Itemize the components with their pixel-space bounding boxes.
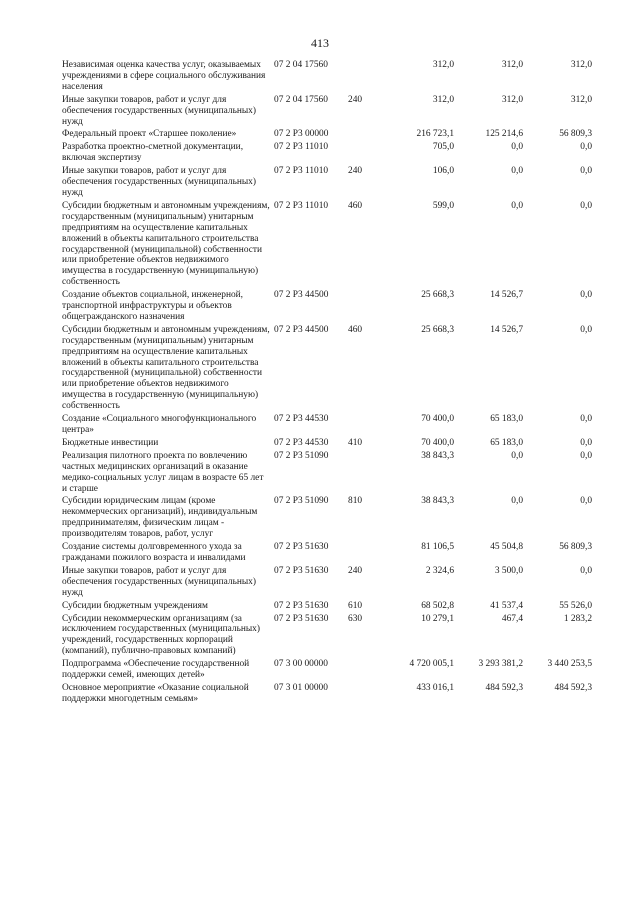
row-value-3: 55 526,0 bbox=[559, 600, 592, 611]
table-row bbox=[62, 290, 592, 323]
row-code: 07 2 Р3 51630 bbox=[274, 565, 329, 576]
row-value-3: 56 809,3 bbox=[559, 542, 592, 553]
row-value-1: 705,0 bbox=[432, 142, 454, 153]
row-value-2: 0,0 bbox=[511, 166, 523, 177]
row-value-3: 0,0 bbox=[580, 166, 592, 177]
row-value-3: 3 440 253,5 bbox=[547, 659, 592, 670]
row-expense-type: 410 bbox=[348, 437, 363, 448]
row-value-2: 0,0 bbox=[511, 200, 523, 211]
budget-table bbox=[62, 60, 592, 707]
page-number: 413 bbox=[311, 36, 329, 50]
row-value-1: 106,0 bbox=[432, 166, 454, 177]
row-expense-type: 460 bbox=[348, 324, 363, 335]
row-value-2: 14 526,7 bbox=[490, 324, 523, 335]
row-value-1: 216 723,1 bbox=[416, 129, 454, 140]
row-value-2: 312,0 bbox=[501, 94, 523, 105]
row-value-1: 38 843,3 bbox=[421, 496, 454, 507]
row-name: Иные закупки товаров, работ и услуг для обеспечения государственных (муниципальных) нужд bbox=[62, 94, 256, 127]
row-value-3: 0,0 bbox=[580, 565, 592, 576]
row-value-1: 25 668,3 bbox=[421, 290, 454, 301]
table-row bbox=[62, 683, 592, 705]
row-expense-type: 240 bbox=[348, 565, 363, 576]
row-code: 07 2 Р3 44500 bbox=[274, 324, 329, 335]
row-value-2: 3 500,0 bbox=[494, 565, 523, 576]
table-row bbox=[62, 542, 592, 564]
row-name: Разработка проектно-сметной документации, включая экспертизу bbox=[62, 142, 244, 164]
row-name: Иные закупки товаров, работ и услуг для обеспечения государственных (муниципальных) нужд bbox=[62, 565, 256, 598]
row-value-3: 56 809,3 bbox=[559, 129, 592, 140]
row-value-2: 14 526,7 bbox=[490, 290, 523, 301]
row-value-2: 45 504,8 bbox=[490, 542, 523, 553]
row-value-3: 0,0 bbox=[580, 324, 592, 335]
table-row bbox=[62, 95, 592, 128]
table-row bbox=[62, 414, 592, 436]
row-name: Создание объектов социальной, инженерной, транспортной инфраструктуры и объектов общегражданского назначения bbox=[62, 290, 244, 322]
row-code: 07 2 Р3 51630 bbox=[274, 542, 329, 553]
table-row bbox=[62, 601, 592, 612]
row-value-1: 81 106,5 bbox=[421, 542, 454, 553]
row-name: Федеральный проект «Старшее поколение» bbox=[62, 129, 237, 140]
table-row bbox=[62, 614, 592, 658]
row-name: Бюджетные инвестиции bbox=[62, 437, 159, 448]
row-code: 07 2 Р3 00000 bbox=[274, 129, 329, 140]
row-expense-type: 240 bbox=[348, 94, 363, 105]
row-value-3: 0,0 bbox=[580, 200, 592, 211]
row-code: 07 2 Р3 11010 bbox=[274, 166, 329, 177]
row-expense-type: 460 bbox=[348, 200, 363, 211]
row-code: 07 2 Р3 11010 bbox=[274, 200, 329, 211]
row-name: Создание системы долговременного ухода за гражданами пожилого возраста и инвалидами bbox=[62, 542, 246, 563]
row-name: Субсидии бюджетным и автономным учреждениям, государственным (муниципальным) унитарным предприятиям на осуществление капитальных вложений в объекты капитального строительства государственной (муниципальной) собственности или приобретение объектов недвижимого имущества в государственную (муниципальную) собственность bbox=[62, 324, 270, 412]
row-value-2: 41 537,4 bbox=[490, 600, 523, 611]
row-value-2: 484 592,3 bbox=[485, 682, 523, 693]
row-value-2: 312,0 bbox=[501, 60, 523, 70]
table-row bbox=[62, 659, 592, 681]
row-value-3: 0,0 bbox=[580, 414, 592, 425]
row-value-3: 0,0 bbox=[580, 496, 592, 507]
row-name: Основное мероприятие «Оказание социальной поддержки многодетным семьям» bbox=[62, 682, 249, 704]
row-value-1: 68 502,8 bbox=[421, 600, 454, 611]
row-value-2: 65 183,0 bbox=[490, 437, 523, 448]
row-code: 07 2 04 17560 bbox=[274, 60, 328, 70]
row-value-3: 312,0 bbox=[570, 60, 592, 70]
row-value-3: 484 592,3 bbox=[554, 682, 592, 693]
table-row bbox=[62, 129, 592, 140]
row-expense-type: 610 bbox=[348, 600, 363, 611]
row-value-3: 0,0 bbox=[580, 450, 592, 461]
row-value-2: 3 293 381,2 bbox=[478, 659, 523, 670]
table-row bbox=[62, 496, 592, 540]
row-value-3: 1 283,2 bbox=[563, 613, 592, 624]
row-code: 07 2 Р3 51090 bbox=[274, 496, 329, 507]
row-code: 07 2 Р3 11010 bbox=[274, 142, 329, 153]
row-name: Подпрограмма «Обеспечение государственной поддержки семей, имеющих детей» bbox=[62, 659, 250, 681]
row-value-2: 467,4 bbox=[501, 613, 523, 624]
table-row bbox=[62, 451, 592, 495]
row-name: Субсидии бюджетным учреждениям bbox=[62, 600, 208, 611]
row-value-2: 125 214,6 bbox=[485, 129, 523, 140]
table-row bbox=[62, 142, 592, 164]
row-code: 07 2 Р3 44530 bbox=[274, 414, 329, 425]
row-name: Реализация пилотного проекта по вовлечению частных медицинских организаций в оказание медико-социальных услуг лицам в возрасте 65 лет и старше bbox=[62, 450, 264, 494]
table-row bbox=[62, 566, 592, 599]
row-name: Субсидии юридическим лицам (кроме некоммерческих организаций), индивидуальным предпринимателям, физическим лицам - производителям товаров, работ, услуг bbox=[62, 496, 258, 540]
row-code: 07 2 Р3 51090 bbox=[274, 450, 329, 461]
row-value-1: 10 279,1 bbox=[421, 613, 454, 624]
row-value-1: 2 324,6 bbox=[425, 565, 454, 576]
row-value-1: 599,0 bbox=[432, 200, 454, 211]
row-code: 07 2 04 17560 bbox=[274, 94, 328, 105]
table-row bbox=[62, 438, 592, 449]
row-value-3: 312,0 bbox=[570, 94, 592, 105]
table-row bbox=[62, 60, 592, 93]
row-value-1: 70 400,0 bbox=[421, 414, 454, 425]
row-value-1: 25 668,3 bbox=[421, 324, 454, 335]
table-row bbox=[62, 166, 592, 199]
row-code: 07 3 00 00000 bbox=[274, 659, 328, 670]
row-expense-type: 630 bbox=[348, 613, 363, 624]
row-value-2: 65 183,0 bbox=[490, 414, 523, 425]
row-value-2: 0,0 bbox=[511, 496, 523, 507]
row-value-3: 0,0 bbox=[580, 290, 592, 301]
row-name: Субсидии бюджетным и автономным учреждениям, государственным (муниципальным) унитарным предприятиям на осуществление капитальных вложений в объекты капитального строительства государственной (муниципальной) собственности или приобретение объектов недвижимого имущества в государственную (муниципальную) собственность bbox=[62, 200, 270, 288]
row-value-1: 70 400,0 bbox=[421, 437, 454, 448]
row-value-1: 38 843,3 bbox=[421, 450, 454, 461]
table-row bbox=[62, 201, 592, 288]
row-expense-type: 240 bbox=[348, 166, 363, 177]
row-value-1: 433 016,1 bbox=[416, 682, 454, 693]
row-code: 07 2 Р3 51630 bbox=[274, 600, 329, 611]
row-name: Субсидии некоммерческим организациям (за исключением государственных (муниципальных) учреждений, государственных корпораций (компаний), публично-правовых компаний) bbox=[62, 613, 260, 657]
row-value-2: 0,0 bbox=[511, 450, 523, 461]
row-value-2: 0,0 bbox=[511, 142, 523, 153]
row-name: Иные закупки товаров, работ и услуг для обеспечения государственных (муниципальных) нужд bbox=[62, 166, 256, 198]
row-code: 07 2 Р3 44500 bbox=[274, 290, 329, 301]
row-name: Создание «Социального многофункционального центра» bbox=[62, 414, 257, 435]
table-row bbox=[62, 325, 592, 412]
row-value-1: 312,0 bbox=[432, 60, 454, 70]
row-value-1: 4 720 005,1 bbox=[409, 659, 454, 670]
row-value-3: 0,0 bbox=[580, 142, 592, 153]
row-code: 07 2 Р3 51630 bbox=[274, 613, 329, 624]
row-value-3: 0,0 bbox=[580, 437, 592, 448]
row-value-1: 312,0 bbox=[432, 94, 454, 105]
row-code: 07 2 Р3 44530 bbox=[274, 437, 329, 448]
row-expense-type: 810 bbox=[348, 496, 363, 507]
row-name: Независимая оценка качества услуг, оказываемых учреждениями в сфере социального обслуживания населения bbox=[62, 60, 266, 92]
row-code: 07 3 01 00000 bbox=[274, 682, 328, 693]
